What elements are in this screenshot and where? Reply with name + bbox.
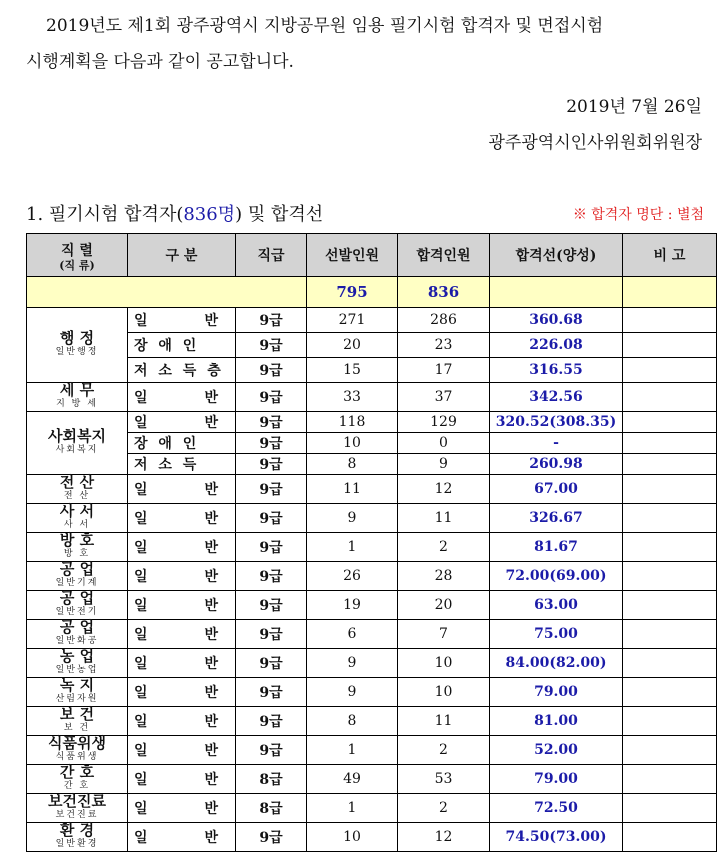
table-row	[27, 533, 717, 562]
cutoff-cell: 79.00	[490, 765, 623, 794]
remarks-cell	[623, 620, 717, 649]
cutoff-cell: 79.00	[490, 678, 623, 707]
table-row	[27, 823, 717, 852]
category-cell	[128, 823, 236, 852]
grade-cell: 9급	[236, 358, 307, 383]
job-name: 보건진료	[48, 792, 106, 810]
category-cell: 장 애 인	[128, 333, 236, 358]
announcement-date: 2019년 7월 26일	[566, 97, 702, 117]
category-label: 일 반	[134, 313, 221, 329]
table-row	[27, 562, 717, 591]
job-name-cell	[27, 707, 128, 736]
selected-cell: 9	[307, 504, 398, 533]
job-subtype: 일반행정	[55, 347, 99, 357]
selected-cell: 118	[307, 412, 398, 433]
cutoff-cell: 316.55	[490, 358, 623, 383]
passed-cell: 20	[398, 591, 490, 620]
selected-cell: 1	[307, 794, 398, 823]
selected-cell: 9	[307, 649, 398, 678]
selected-cell: 26	[307, 562, 398, 591]
remarks-cell	[623, 433, 717, 454]
passed-cell: 10	[398, 649, 490, 678]
passed-cell: 53	[398, 765, 490, 794]
category-cell	[128, 533, 236, 562]
total-passed: 836	[398, 277, 490, 308]
total-selected: 795	[307, 277, 398, 308]
job-subtype: 전 산	[63, 491, 91, 501]
cutoff-cell: 342.56	[490, 383, 623, 412]
selected-cell: 15	[307, 358, 398, 383]
grade-cell: 9급	[236, 533, 307, 562]
table-row	[27, 454, 717, 475]
table-row	[27, 475, 717, 504]
remarks-cell	[623, 475, 717, 504]
selected-cell: 1	[307, 533, 398, 562]
issuer-name: 광주광역시인사위원회위원장	[488, 133, 702, 153]
grade-cell: 8급	[236, 765, 307, 794]
job-subtype: 사회복지	[55, 445, 99, 455]
category-cell	[128, 475, 236, 504]
job-name: 공 업	[59, 560, 95, 578]
cutoff-cell: 81.67	[490, 533, 623, 562]
selected-cell: 6	[307, 620, 398, 649]
grade-cell: 9급	[236, 591, 307, 620]
table-row	[27, 433, 717, 454]
passed-cell: 23	[398, 333, 490, 358]
job-subtype: 산림자원	[55, 694, 99, 704]
category-cell	[128, 736, 236, 765]
job-name-cell	[27, 794, 128, 823]
total-remarks-cell	[623, 277, 717, 308]
cutoff-cell: 84.00(82.00)	[490, 649, 623, 678]
table-header-row	[27, 234, 717, 277]
cutoff-cell: 52.00	[490, 736, 623, 765]
header-category: 구 분	[128, 234, 236, 277]
job-name-cell	[27, 475, 128, 504]
cutoff-cell: 360.68	[490, 308, 623, 333]
category-label: 일 반	[134, 569, 221, 585]
passed-cell: 2	[398, 794, 490, 823]
category-cell: 저 소 득	[128, 454, 236, 475]
job-subtype: 일반농업	[55, 665, 99, 675]
cutoff-cell: 226.08	[490, 333, 623, 358]
intro-line-2: 시행계획을 다음과 같이 공고합니다.	[26, 52, 294, 72]
job-name: 녹 지	[59, 676, 95, 694]
table-row	[27, 707, 717, 736]
selected-cell: 33	[307, 383, 398, 412]
table-row	[27, 504, 717, 533]
remarks-cell	[623, 794, 717, 823]
category-label: 일 반	[134, 656, 221, 672]
grade-cell: 9급	[236, 504, 307, 533]
remarks-cell	[623, 504, 717, 533]
category-cell	[128, 383, 236, 412]
remarks-cell	[623, 765, 717, 794]
category-cell	[128, 707, 236, 736]
category-label: 일 반	[134, 390, 221, 406]
grade-cell: 9급	[236, 454, 307, 475]
passed-cell: 2	[398, 533, 490, 562]
passed-cell: 10	[398, 678, 490, 707]
category-cell	[128, 308, 236, 333]
category-cell	[128, 591, 236, 620]
cutoff-cell: 63.00	[490, 591, 623, 620]
passed-cell: 9	[398, 454, 490, 475]
job-name-cell	[27, 412, 128, 475]
selected-cell: 20	[307, 333, 398, 358]
category-label: 일 반	[134, 714, 221, 730]
selected-cell: 11	[307, 475, 398, 504]
job-name: 보 건	[59, 705, 95, 723]
cutoff-cell: 72.00(69.00)	[490, 562, 623, 591]
job-name: 환 경	[59, 821, 95, 839]
passed-cell: 0	[398, 433, 490, 454]
table-row	[27, 794, 717, 823]
cutoff-cell: 75.00	[490, 620, 623, 649]
remarks-cell	[623, 333, 717, 358]
table-row	[27, 383, 717, 412]
cutoff-cell: 72.50	[490, 794, 623, 823]
job-name: 전 산	[59, 473, 95, 491]
passed-cell: 11	[398, 707, 490, 736]
remarks-cell	[623, 358, 717, 383]
total-cutoff-cell	[490, 277, 623, 308]
category-cell	[128, 678, 236, 707]
category-label: 일 반	[134, 801, 221, 817]
grade-cell: 9급	[236, 649, 307, 678]
remarks-cell	[623, 591, 717, 620]
grade-cell: 9급	[236, 620, 307, 649]
passed-cell: 7	[398, 620, 490, 649]
job-subtype: 보건진료	[55, 810, 99, 820]
remarks-cell	[623, 707, 717, 736]
header-job: 직 렬 (직 류)	[27, 234, 128, 277]
remarks-cell	[623, 562, 717, 591]
remarks-cell	[623, 823, 717, 852]
grade-cell: 9급	[236, 412, 307, 433]
passed-cell: 286	[398, 308, 490, 333]
selected-cell: 10	[307, 433, 398, 454]
cutoff-cell: 326.67	[490, 504, 623, 533]
passed-cell: 12	[398, 823, 490, 852]
passed-cell: 37	[398, 383, 490, 412]
category-cell	[128, 765, 236, 794]
section-title-count: 836명	[183, 204, 236, 225]
category-label: 일 반	[134, 685, 221, 701]
header-passed: 합격인원	[398, 234, 490, 277]
table-row	[27, 765, 717, 794]
category-cell	[128, 649, 236, 678]
job-subtype: 일반기계	[55, 578, 99, 588]
table-row	[27, 412, 717, 433]
selected-cell: 8	[307, 707, 398, 736]
selected-cell: 19	[307, 591, 398, 620]
job-name-cell	[27, 533, 128, 562]
table-row	[27, 308, 717, 333]
job-name-cell	[27, 765, 128, 794]
category-cell	[128, 504, 236, 533]
section-title-prefix: 1. 필기시험 합격자(	[26, 204, 184, 225]
remarks-cell	[623, 412, 717, 433]
job-subtype: 사 서	[63, 520, 91, 530]
category-label: 일 반	[134, 830, 221, 846]
passed-cell: 2	[398, 736, 490, 765]
job-name: 사회복지	[48, 427, 106, 445]
grade-cell: 9급	[236, 823, 307, 852]
cutoff-cell: 320.52(308.35)	[490, 412, 623, 433]
grade-cell: 9급	[236, 707, 307, 736]
cutoff-cell: -	[490, 433, 623, 454]
remarks-cell	[623, 454, 717, 475]
selected-cell: 1	[307, 736, 398, 765]
selected-cell: 10	[307, 823, 398, 852]
job-name: 사 서	[59, 502, 95, 520]
job-name-cell	[27, 678, 128, 707]
total-label-cell	[27, 277, 307, 308]
grade-cell: 9급	[236, 475, 307, 504]
header-grade: 직급	[236, 234, 307, 277]
category-label: 일 반	[134, 598, 221, 614]
category-cell: 장 애 인	[128, 433, 236, 454]
category-label: 일 반	[134, 627, 221, 643]
job-name-cell	[27, 823, 128, 852]
cutoff-cell: 260.98	[490, 454, 623, 475]
job-subtype: 일반전기	[55, 607, 99, 617]
category-label: 일 반	[134, 743, 221, 759]
selected-cell: 49	[307, 765, 398, 794]
selected-cell: 271	[307, 308, 398, 333]
section-title-suffix: ) 및 합격선	[235, 204, 324, 225]
job-name: 식품위생	[48, 734, 106, 752]
intro-line-1: 2019년도 제1회 광주광역시 지방공무원 임용 필기시험 합격자 및 면접시험	[46, 16, 604, 36]
job-name-cell	[27, 649, 128, 678]
category-label: 일 반	[134, 772, 221, 788]
header-selected: 선발인원	[307, 234, 398, 277]
table-row	[27, 333, 717, 358]
remarks-cell	[623, 649, 717, 678]
table-row	[27, 678, 717, 707]
remarks-cell	[623, 678, 717, 707]
category-label: 일 반	[134, 415, 221, 431]
table-row	[27, 591, 717, 620]
category-cell	[128, 562, 236, 591]
header-remarks: 비 고	[623, 234, 717, 277]
table-row	[27, 620, 717, 649]
job-name: 공 업	[59, 589, 95, 607]
grade-cell: 8급	[236, 794, 307, 823]
job-name-cell	[27, 383, 128, 412]
total-row	[27, 277, 717, 308]
job-name: 공 업	[59, 618, 95, 636]
job-name-cell	[27, 562, 128, 591]
job-name: 행 정	[59, 329, 95, 347]
job-name-cell	[27, 591, 128, 620]
grade-cell: 9급	[236, 736, 307, 765]
job-name: 세 무	[59, 381, 95, 399]
table-row	[27, 649, 717, 678]
job-name: 방 호	[59, 531, 95, 549]
category-label: 일 반	[134, 482, 221, 498]
remarks-cell	[623, 533, 717, 562]
category-cell	[128, 794, 236, 823]
grade-cell: 9급	[236, 383, 307, 412]
category-cell	[128, 620, 236, 649]
job-name-cell	[27, 504, 128, 533]
passed-cell: 129	[398, 412, 490, 433]
selected-cell: 8	[307, 454, 398, 475]
remarks-cell	[623, 383, 717, 412]
table-row	[27, 358, 717, 383]
results-table	[26, 233, 717, 852]
grade-cell: 9급	[236, 333, 307, 358]
category-label: 일 반	[134, 540, 221, 556]
category-cell: 저 소 득 층	[128, 358, 236, 383]
remarks-cell	[623, 308, 717, 333]
passed-cell: 17	[398, 358, 490, 383]
job-subtype: 식품위생	[55, 752, 99, 762]
job-name: 간 호	[59, 763, 95, 781]
cutoff-cell: 74.50(73.00)	[490, 823, 623, 852]
job-name-cell	[27, 736, 128, 765]
cutoff-cell: 81.00	[490, 707, 623, 736]
category-cell	[128, 412, 236, 433]
grade-cell: 9급	[236, 562, 307, 591]
job-name-cell	[27, 308, 128, 383]
job-subtype: 일반화공	[55, 636, 99, 646]
job-name-cell	[27, 620, 128, 649]
category-label: 일 반	[134, 511, 221, 527]
job-subtype: 방 호	[63, 549, 91, 559]
grade-cell: 9급	[236, 433, 307, 454]
cutoff-cell: 67.00	[490, 475, 623, 504]
roster-note: ※ 합격자 명단 : 별첨	[572, 207, 704, 223]
intro-paragraph	[26, 8, 716, 80]
job-name: 농 업	[59, 647, 95, 665]
job-subtype: 간 호	[63, 781, 91, 791]
passed-cell: 11	[398, 504, 490, 533]
grade-cell: 9급	[236, 308, 307, 333]
passed-cell: 12	[398, 475, 490, 504]
remarks-cell	[623, 736, 717, 765]
header-cutoff: 합격선(양성)	[490, 234, 623, 277]
section-title	[26, 200, 323, 226]
table-row	[27, 736, 717, 765]
selected-cell: 9	[307, 678, 398, 707]
passed-cell: 28	[398, 562, 490, 591]
job-subtype: 일반환경	[55, 839, 99, 849]
job-subtype: 지 방 세	[56, 399, 98, 409]
job-subtype: 보 건	[63, 723, 91, 733]
grade-cell: 9급	[236, 678, 307, 707]
